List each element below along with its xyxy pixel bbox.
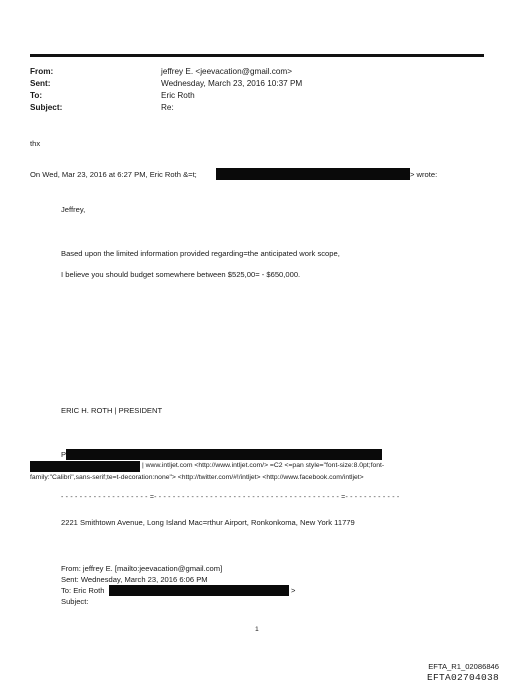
phone-prefix-letter: P — [61, 450, 67, 459]
forwarded-subject: Subject: — [61, 597, 89, 606]
sent-value: Wednesday, March 23, 2016 10:37 PM — [161, 79, 303, 88]
signature-text: ERIC H. ROTH | PRESIDENT — [61, 406, 163, 415]
from-label: From: — [30, 67, 54, 76]
quote-header-prefix: On Wed, Mar 23, 2016 at 6:27 PM, Eric Roth &=t; — [30, 170, 197, 179]
to-value: Eric Roth — [161, 91, 195, 100]
links-line-1: | www.intljet.com <http://www.intljet.com/> =C2 <=pan style="font-size:8.0pt;font- — [142, 462, 385, 469]
forwarded-to-suffix: > — [291, 586, 296, 595]
to-label: To: — [30, 91, 43, 100]
body-line-2: I believe you should budget somewhere between $525,00= - $650,000. — [61, 270, 301, 279]
efta-id-secondary: EFTA02704038 — [426, 672, 499, 683]
header-rule — [30, 54, 484, 57]
page-number: 1 — [255, 626, 259, 633]
redaction-block — [66, 449, 382, 460]
section-divider: - - - - - - - - - - - - - - - - - - - =- - - - - - - - - - - - - - - - - - - - - - - - - - - - - - - - - - - - - - - - =- - - - - - - - - - - - — [61, 494, 400, 501]
forwarded-to-prefix: To: Eric Roth — [61, 586, 105, 595]
links-line-2: family:"Calibri",sans-serif;te=t-decoration:none"> <http://twitter.com/#!/intljet> <http://www.facebook.com/intljet> — [30, 474, 364, 481]
quote-header-suffix: > wrote: — [410, 170, 438, 179]
from-value: jeffrey E. <jeevacation@gmail.com> — [161, 67, 293, 76]
sent-label: Sent: — [30, 79, 51, 88]
forwarded-from: From: jeffrey E. [mailto:jeevacation@gmail.com] — [61, 564, 223, 573]
forwarded-sent: Sent: Wednesday, March 23, 2016 6:06 PM — [61, 575, 208, 584]
body-line-1: Based upon the limited information provided regarding=the anticipated work scope, — [61, 249, 340, 258]
redaction-block — [109, 585, 289, 596]
subject-value: Re: — [161, 103, 174, 112]
greeting-text: Jeffrey, — [61, 205, 86, 214]
address-text: 2221 Smithtown Avenue, Long Island Mac=rthur Airport, Ronkonkoma, New York 11779 — [61, 518, 355, 527]
efta-id-primary: EFTA_R1_02086846 — [428, 662, 499, 671]
redaction-block — [216, 168, 410, 180]
reply-text: thx — [30, 139, 41, 148]
redaction-block — [30, 461, 140, 472]
subject-label: Subject: — [30, 103, 63, 112]
